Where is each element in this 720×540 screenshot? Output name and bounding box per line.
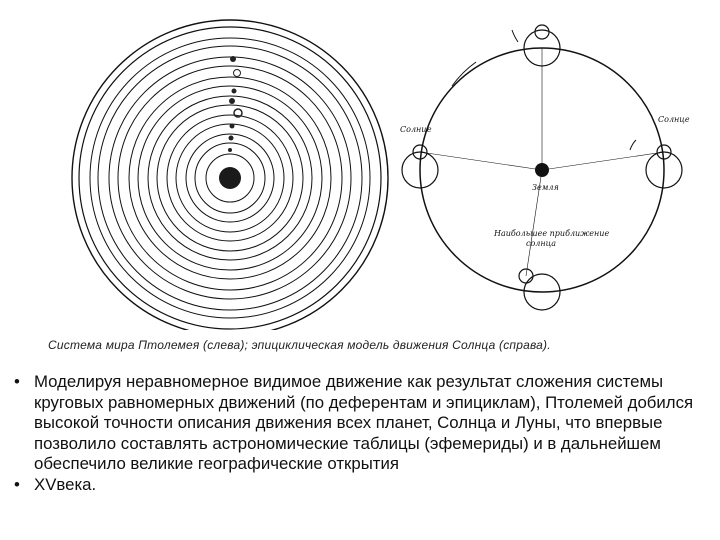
- label-closest-approach-1: Наибольшее приближение: [494, 229, 610, 238]
- bullet-text: XVвека.: [34, 474, 97, 494]
- label-sun-right: Солнце: [658, 115, 690, 124]
- bullet-item: [10, 475, 710, 496]
- earth-marker: [535, 163, 549, 177]
- bullet-list: [10, 372, 710, 495]
- figure-caption: Система мира Птолемея (слева); эпициклическая модель движения Солнца (справа).: [48, 338, 551, 352]
- bullet-text: Моделируя неравномерное видимое движение как результат сложения системы круговых равномерных движений (по деферентам и эпициклам), Птолемей добился высокой точности описания движения всех планет, Солнца и Луны, что впервые позволило составлять астрономические таблицы (эфемериды) и в дальнейшем обеспечило великие географические открытия: [34, 372, 694, 473]
- label-sun-left: Солнце: [400, 125, 432, 134]
- bullet-marker: •: [14, 372, 20, 391]
- bullet-item: [10, 372, 710, 475]
- label-closest-approach-2: солнца: [526, 239, 557, 248]
- bullet-marker: •: [14, 474, 20, 494]
- label-earth: Земля: [532, 183, 559, 192]
- planet-markers: [219, 56, 242, 189]
